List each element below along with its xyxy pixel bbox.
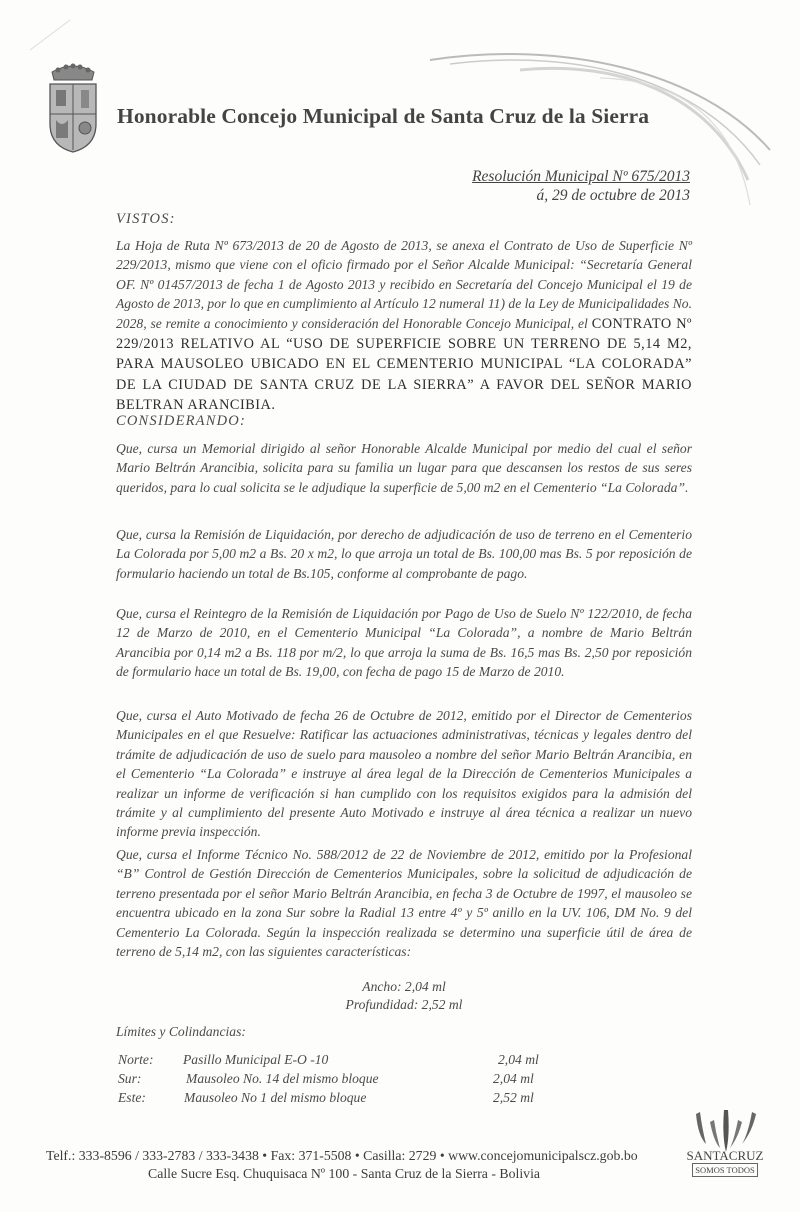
logo-text (686, 1150, 764, 1177)
considerando-paragraph-4: Que, cursa el Auto Motivado de fecha 26 de Octubre de 2012, emitido por el Director de Cementerios Municipales en el que Resuelve: Ratificar las actuaciones administrativas, técnicas y legales dentro del trámite de adjudicación de uso de suelo para mausoleo a nombre del señor Mario Beltrán Arancibia, en el Cementerio “La Colorada” e instruye al área legal de la Dirección de Cementerios Municipales a realizar un informe de verificación si han cumplido con los requisitos exigidos para la admisión del trámite y al cumplimiento del presente Auto Motivado e instruye al área técnica a realizar un nuevo informe previa inspección. (116, 708, 692, 840)
limit-desc: Mausoleo No. 14 del mismo bloque (186, 1071, 379, 1086)
considerando-heading: CONSIDERANDO: (116, 413, 246, 429)
profundidad-line: Profundidad: 2,52 ml (345, 997, 463, 1012)
limit-side: Sur: (118, 1071, 142, 1086)
limit-value: 2,04 ml (498, 1052, 539, 1067)
footer-contact: Telf.: 333-8596 / 333-2783 / 333-3438 • Fax: 371-5508 • Casilla: 2729 • www.concejomunicipalscz.gob.bo (46, 1148, 638, 1163)
vistos-paragraph (116, 236, 692, 416)
limit-value: 2,04 ml (493, 1071, 534, 1086)
limit-value: 2,52 ml (493, 1090, 534, 1105)
vistos-contract-text: CONTRATO Nº 229/2013 RELATIVO AL “USO DE SUPERFICIE SOBRE UN TERRENO DE 5,14 M2, PARA MAUSOLEO UBICADO EN EL CEMENTERIO MUNICIPAL “LA COLORADA” DE LA CIUDAD DE SANTA CRUZ DE LA SIERRA” A FAVOR DEL SEÑOR MARIO BELTRAN ARANCIBIA. (116, 315, 692, 414)
coat-of-arms-icon (44, 58, 102, 154)
footer-address: Calle Sucre Esq. Chuquisaca Nº 100 - Santa Cruz de la Sierra - Bolivia (148, 1166, 541, 1181)
limit-desc: Pasillo Municipal E-O -10 (183, 1052, 329, 1067)
ancho-line: Ancho: 2,04 ml (362, 979, 446, 994)
vistos-intro-text: La Hoja de Ruta Nº 673/2013 de 20 de Agosto de 2013, se anexa el Contrato de Uso de Superficie Nº 229/2013, mismo que viene con el oficio firmado por el Señor Alcalde Municipal: “Secretaría General OF. Nº 01457/2013 de fecha 1 de Agosto 2013 y recibido en Secretaría del Concejo Municipal el 19 de Agosto de 2013, por lo que en cumplimiento al Artículo 12 numeral 11) de la Ley de Municipalidades No. 2028, se remite a conocimiento y consideración del Honorable Concejo Municipal, el (116, 238, 692, 331)
logo-top-text: SANTACRUZ (686, 1148, 764, 1163)
logo-bottom-text: SOMOS TODOS (692, 1163, 757, 1177)
resolution-number: Resolución Municipal Nº 675/2013 (472, 168, 690, 185)
considerando-paragraph-2: Que, cursa la Remisión de Liquidación, por derecho de adjudicación de uso de terreno en el Cementerio La Colorada por 5,00 m2 a Bs. 20 x m2, lo que arroja un total de Bs. 100,00 mas Bs. 5 por reposición de formulario haciendo un total de Bs.105, conforme al comprobante de pago. (116, 527, 692, 581)
council-name: Honorable Concejo Municipal de Santa Cruz de la Sierra (117, 104, 650, 128)
resolution-date: á, 29 de octubre de 2013 (536, 187, 690, 204)
limits-heading: Límites y Colindancias: (116, 1024, 246, 1039)
limit-side: Norte: (118, 1052, 154, 1067)
considerando-paragraph-3: Que, cursa el Reintegro de la Remisión de Liquidación por Pago de Uso de Suelo Nº 122/2010, de fecha 12 de Marzo de 2010, en el Cementerio Municipal “La Colorada”, a nombre de Mario Beltrán Arancibia por 0,14 m2 a Bs. 118 por m/2, lo que arroja la suma de Bs. 16,5 mas Bs. 2,50 por reposición de formulario hace un total de Bs. 19,00, con fecha de pago 15 de Marzo de 2010. (116, 606, 692, 680)
limit-desc: Mausoleo No 1 del mismo bloque (184, 1090, 367, 1105)
vistos-heading: VISTOS: (116, 211, 176, 227)
limit-side: Este: (118, 1090, 146, 1105)
considerando-paragraph-5: Que, cursa el Informe Técnico No. 588/2012 de 22 de Noviembre de 2012, emitido por la Profesional “B” Control de Gestión Dirección de Cementerios Municipales, sobre la solicitud de adjudicación de terreno presentada por el señor Mario Beltrán Arancibia, en fecha 3 de Octubre de 1997, el mausoleo se encuentra ubicado en la zona Sur sobre la Radial 13 entre 4º y 5º anillo en la UV. 106, DM No. 9 del Cementerio La Colorada. Según la inspección realizada se determino una superficie útil de área de terreno de 5,14 m2, con las siguientes características: (116, 847, 692, 960)
considerando-paragraph-1: Que, cursa un Memorial dirigido al señor Honorable Alcalde Municipal por medio del cual el señor Mario Beltrán Arancibia, solicita para su familia un lugar para que descansen los restos de sus seres queridos, para lo cual solicita se le adjudique la superficie de 5,00 m2 en el Cementerio “La Colorada”. (116, 441, 692, 495)
